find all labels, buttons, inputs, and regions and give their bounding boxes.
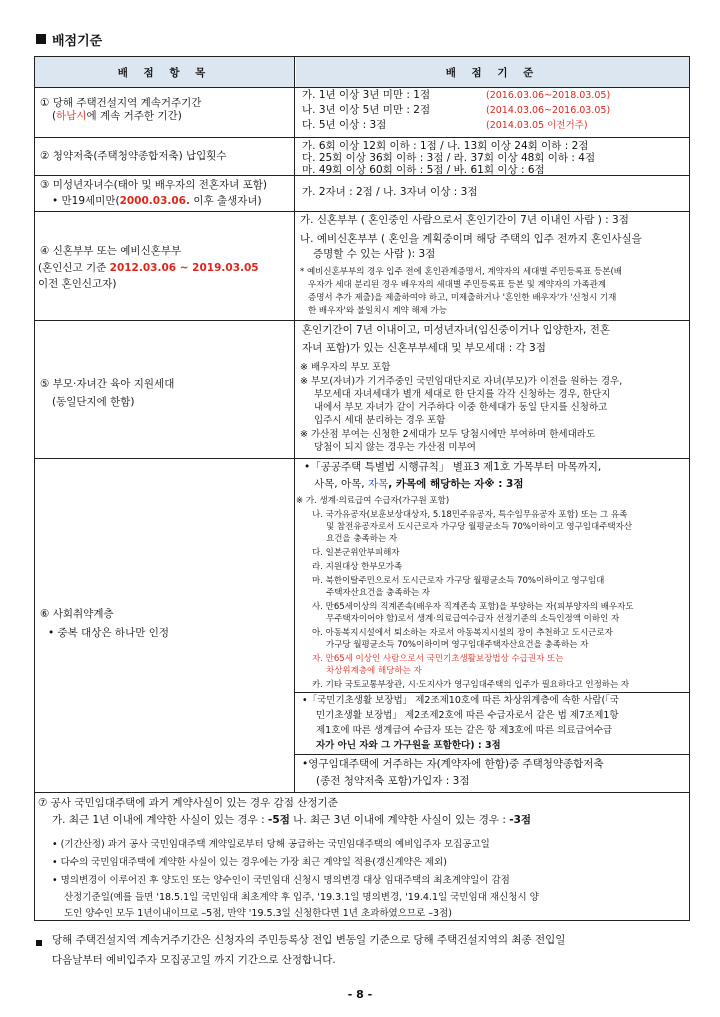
r6-list-5: 라. 지원대상 한부모가족 [312, 562, 403, 572]
r6-list-9: 무주택자이어야 함)로서 생계·의료급여수급자 선정기준의 소득인정액 이하인 자 [326, 614, 620, 624]
r6-c-2: (종전 청약저축 포함)가입자 : 3점 [316, 775, 470, 787]
r5-label: ⑤ 부모·자녀간 육아 지원세대 [40, 378, 175, 390]
r1-note-3: (2014.03.05 이전거주) [486, 120, 588, 131]
r6-b-3: 제1호에 따른 생계급여 수급자 또는 같은 항 제3호에 따른 의료급여수급 [316, 725, 613, 736]
r5-note-4: 내에서 부모 자녀가 같이 거주하다 이중 한세대가 동일 단지를 신청하고 [314, 402, 608, 413]
r7-note-3: • 명의변경이 이루어진 후 양도인 또는 양수인이 국민임대 신청시 명의변경 대상 임대주택의 최초계약일이 감점 [52, 875, 510, 886]
r4-sublabel: (혼인신고 기준 2012.03.06 ~ 2019.03.05 [38, 262, 259, 274]
r4-label: ④ 신혼부부 또는 예비신혼부부 [40, 245, 182, 257]
r6-sublabel: • 중복 대상은 하나만 인정 [48, 627, 169, 639]
r6-a-1: •「공공주택 특별법 시행규칙」 별표3 제1호 가목부터 마목까지, [304, 461, 602, 473]
header-criteria-col: 배 점 기 준 [296, 57, 689, 87]
r7-note-4: 산정기준일(예를 들면 '18.5.1일 국민임대 최초계약 후 입주, '19.3.1일 명의변경, '19.4.1일 국민임대 재신청시 양 [64, 892, 539, 903]
r1-line-1: 가. 1년 이상 3년 미만 : 1점 [302, 89, 431, 101]
r1-note-1: (2016.03.06~2018.03.05) [486, 90, 611, 101]
r6-a-2: 사목, 아목, 자목, 카목에 해당하는 자※ : 3점 [314, 478, 524, 490]
r6-b-2: 민기초생활 보장법」 제2조제2호에 따른 수급자로서 같은 법 제7조제1항 [316, 710, 619, 721]
r6-list-10: 아. 아동복지시설에서 퇴소하는 자로서 아동복지시설의 장이 추천하고 도시근로자 [312, 628, 613, 638]
r5-note-1: ※ 배우자의 부모 포함 [300, 362, 391, 373]
r5-note-6: ※ 가산점 부여는 신청한 2세대가 모두 당첨시에만 부여하며 한세대라도 [300, 429, 596, 440]
r6-list-4: 다. 일본군위안부피해자 [312, 548, 400, 558]
r7-title: ⑦ 공사 국민임대주택에 과거 계약사실이 있는 경우 감점 산정기준 [38, 797, 338, 809]
r4-na-2: 증명할 수 있는 사람 ): 3점 [313, 248, 436, 260]
r4-note-3: 증명서 추가 제출)을 제출하여야 하고, 미제출하거나 '혼인한 배우자'가 '신청시 기재 [308, 293, 617, 303]
r6-list-0: ※ 가. 생계·의료급여 수급자(가구원 포함) [296, 496, 450, 506]
r1-sublabel: (하남시에 계속 거주한 기간) [52, 110, 182, 122]
r6-list-2: 및 참전유공자로서 도시근로자 가구당 월평균소득 70%이하이고 영구임대주택자산 [326, 522, 633, 532]
r6-list-8: 사. 만65세이상의 직계존속(배우자 직계존속 포함)을 부양하는 자(피부양자의 배우자도 [312, 602, 634, 612]
r2-line-1: 가. 6회 이상 12회 이하 : 1점 / 나. 13회 이상 24회 이하 : 2점 [302, 140, 589, 152]
r6-list-ja-1: 자. 만65세 이상인 사람으로서 국민기초생활보장법상 수급권자 또는 [312, 654, 564, 664]
r5-note-5: 입주시 세대 분리하는 경우 포함 [314, 415, 446, 426]
r1-note-2: (2014.03.06~2016.03.05) [486, 105, 611, 116]
r4-ga: 가. 신혼부부 ( 혼인중인 사람으로서 혼인기간이 7년 이내인 사람 ) : 3점 [300, 214, 629, 226]
page-number: - 8 - [347, 988, 373, 1001]
r2-line-2: 다. 25회 이상 36회 이하 : 3점 / 라. 37회 이상 48회 이하 : 4점 [302, 152, 596, 164]
r1-line-2: 나. 3년 이상 5년 미만 : 2점 [302, 104, 431, 116]
r4-sublabel-2: 이전 혼인신고자) [38, 278, 117, 290]
title-bullet-icon [36, 34, 46, 44]
r3-sublabel: • 만19세미만(2000.03.06. 이후 출생자녀) [52, 195, 262, 207]
r5-sublabel: (동일단지에 한함) [52, 396, 135, 408]
r6-list-6: 마. 북한이탈주민으로서 도시근로자 가구당 월평균소득 70%이하이고 영구임대 [312, 576, 605, 586]
footnote-line-1: 당해 주택건설지역 계속거주기간은 신청자의 주민등록상 전입 변동일 기준으로 당해 주택건설지역의 최종 전입일 [52, 934, 566, 946]
r6-list-ja-2: 차상위계층에 해당하는 자 [326, 666, 422, 676]
r6-c-1: •영구임대주택에 거주하는 자(계약자에 한함)중 주택청약종합저축 [302, 758, 604, 770]
r3-criteria: 가. 2자녀 : 2점 / 나. 3자녀 이상 : 3점 [302, 186, 478, 198]
r3-label: ③ 미성년자녀수(태아 및 배우자의 전혼자녀 포함) [40, 179, 268, 191]
footnote-bullet-icon [36, 940, 42, 946]
r4-note-4: 한 배우자'와 불일치시 계약 해제 가능 [308, 306, 448, 316]
r6-label: ⑥ 사회취약계층 [40, 608, 114, 620]
r7-note-5: 도인 양수인 모두 1년이내이므로 –5점, 만약 '19.5.3일 신청한다면 1년 초과하였으므로 –3점) [64, 908, 452, 919]
page-title: 배점기준 [52, 34, 103, 49]
footnote-line-2: 다음날부터 예비입주자 모집공고일 까지 기간으로 산정합니다. [52, 954, 336, 966]
r4-na-1: 나. 예비신혼부부 ( 혼인을 계획중이며 해당 주택의 입주 전까지 혼인사실을 [300, 233, 642, 245]
r6-list-3: 요건을 충족하는 자 [326, 534, 398, 544]
r1-line-3: 다. 5년 이상 : 3점 [302, 119, 387, 131]
r6-list-ka: 카. 기타 국토교통부장관, 시·도지사가 영구임대주택의 입주가 필요하다고 인정하는 자 [312, 680, 630, 690]
r5-main-2: 자녀 포함)가 있는 신혼부부세대 및 부모세대 : 각 3점 [302, 342, 546, 354]
r6-b-1: •「국민기초생활 보장법」 제2조제10호에 따른 차상위계층에 속한 사람(「국 [302, 695, 620, 706]
r5-main-1: 혼인기간이 7년 이내이고, 미성년자녀(임신중이거나 입양한자, 전혼 [302, 324, 611, 336]
r4-note-2: 우자가 세대 분리된 경우 배우자의 세대별 주민등록표 등본 및 계약자의 가족관계 [308, 280, 606, 290]
r6-b-4: 자가 아닌 자와 그 가구원을 포함한다) : 3점 [316, 740, 501, 751]
r5-note-3: 부모세대 자녀세대가 별개 세대로 한 단지를 각각 신청하는 경우, 한단지 [314, 389, 611, 400]
r7-deductions: 가. 최근 1년 이내에 계약한 사실이 있는 경우 : -5점 나. 최근 3년 이내에 계약한 사실이 있는 경우 : -3점 [52, 814, 532, 826]
r2-line-3: 마. 49회 이상 60회 이하 : 5점 / 바. 61회 이상 : 6점 [302, 164, 545, 176]
r4-note-1: * 예비신혼부부의 경우 입주 전에 혼인관계증명서, 계약자의 세대별 주민등록표 등본(배 [300, 267, 622, 277]
header-item-col: 배 점 항 목 [35, 57, 294, 87]
r2-label: ② 청약저축(주택청약종합저축) 납입횟수 [40, 150, 227, 162]
r6-list-7: 주택자산요건을 충족하는 자 [326, 588, 430, 598]
r7-note-1: • (기간산정) 과거 공사 국민임대주택 계약일로부터 당해 공급하는 국민임대주택의 예비입주자 모집공고일 [52, 839, 490, 850]
r5-note-7: 당첨이 되지 않는 경우는 가산점 미부여 [314, 442, 476, 453]
r7-note-2: • 다수의 국민임대주택에 계약한 사실이 있는 경우에는 가장 최근 계약일 적용(갱신계약은 제외) [52, 857, 447, 868]
r6-list-11: 가구당 월평균소득 70%이하이며 영구임대주택자산요건을 충족하는 자 [326, 640, 589, 650]
r1-label: ① 당해 주택건설지역 계속거주기간 [40, 97, 202, 109]
r5-note-2: ※ 부모(자녀)가 기거주중인 국민임대단지로 자녀(부모)가 이전을 원하는 경우, [300, 376, 623, 387]
r6-list-1: 나. 국가유공자(보훈보상대상자, 5.18민주유공자, 특수임무유공자 포함) 또는 그 유족 [312, 510, 628, 520]
